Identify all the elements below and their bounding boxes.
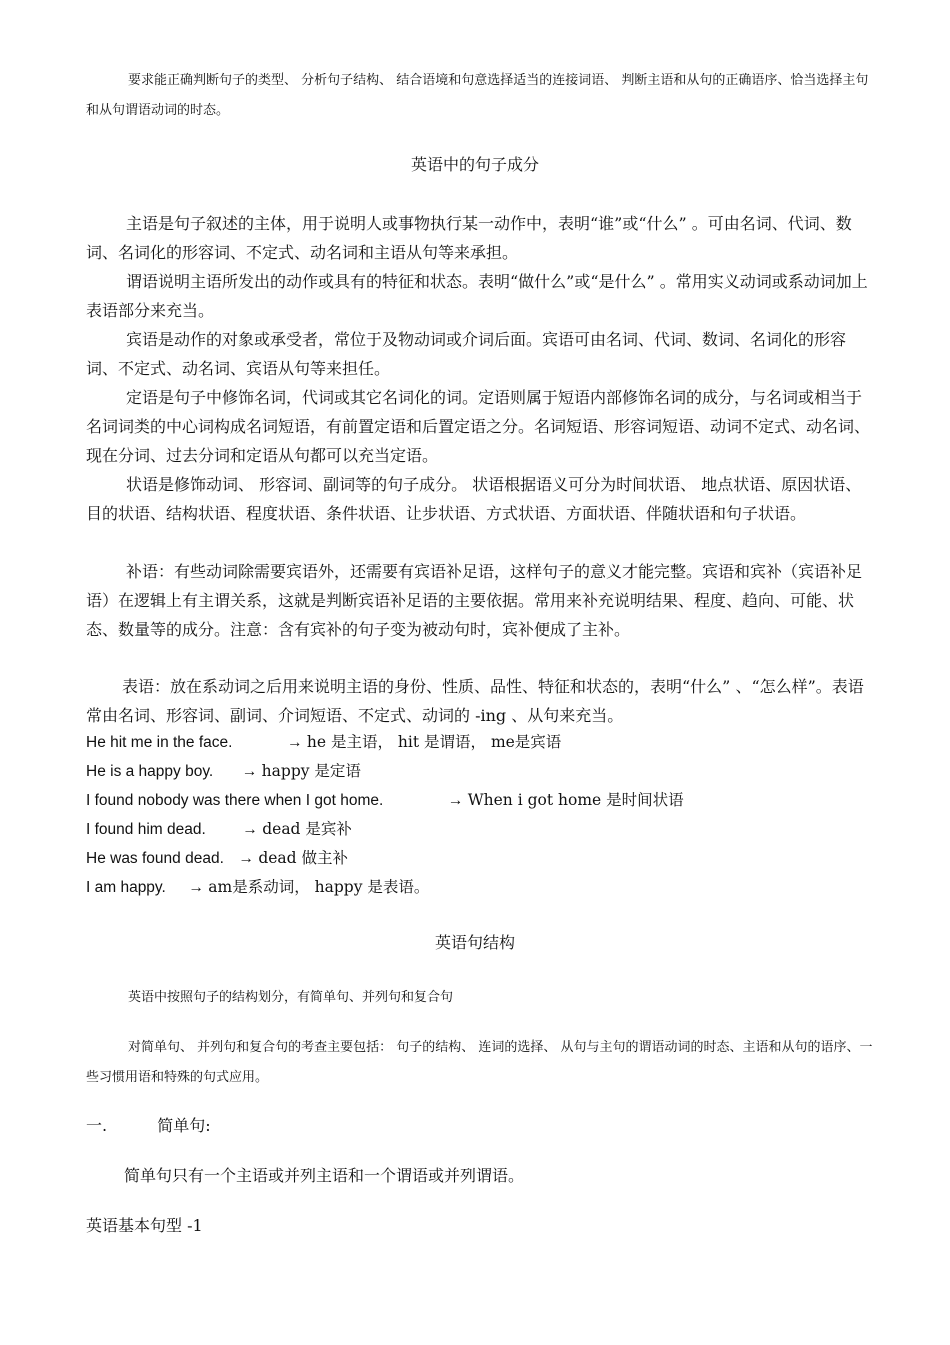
heading-number: 一. bbox=[86, 1116, 108, 1135]
example-english: He was found dead. bbox=[86, 850, 224, 867]
example-english: I am happy. bbox=[86, 879, 166, 896]
example-note: happy 是定语 bbox=[261, 762, 361, 780]
example-english: I found nobody was there when I got home. bbox=[86, 792, 384, 809]
example-line bbox=[86, 759, 361, 784]
heading-text: 简单句: bbox=[157, 1116, 211, 1135]
simple-sentence-definition: 简单句只有一个主语或并列主语和一个谓语或并列谓语。 bbox=[124, 1166, 525, 1185]
arrow-icon: → bbox=[238, 850, 254, 867]
paragraph-subject: 主语是句子叙述的主体，用于说明人或事物执行某一动作中，表明“谁”或“什么” 。可由名词、代词、数词、名词化的形容词、不定式、动名词和主语从句等来承担。 bbox=[86, 214, 852, 262]
section-title-components: 英语中的句子成分 bbox=[410, 155, 539, 174]
example-english: I found him dead. bbox=[86, 821, 206, 838]
paragraph-object: 宾语是动作的对象或承受者，常位于及物动词或介词后面。宾语可由名词、代词、数词、名词化的形容词、不定式、动名词、宾语从句等来担任。 bbox=[86, 330, 847, 378]
arrow-icon: → bbox=[287, 734, 303, 751]
example-english: He is a happy boy. bbox=[86, 763, 214, 780]
simple-sentence-heading bbox=[86, 1114, 211, 1138]
example-line bbox=[86, 846, 348, 871]
intro-paragraph: 要求能正确判断句子的类型、 分析句子结构、 结合语境和句意选择适当的连接词语、 判断主语和从句的正确语序、恰当选择主句和从句谓语动词的时态。 bbox=[86, 73, 869, 118]
section-title-structure: 英语句结构 bbox=[434, 933, 515, 952]
example-note: dead 是宾补 bbox=[262, 820, 352, 838]
example-line bbox=[86, 817, 352, 842]
example-line bbox=[86, 788, 684, 813]
arrow-icon: → bbox=[241, 763, 258, 780]
example-line bbox=[86, 875, 429, 900]
paragraph-attributive: 定语是句子中修饰名词，代词或其它名词化的词。定语则属于短语内部修饰名词的成分，与名词或相当于名词词类的中心词构成名词短语，有前置定语和后置定语之分。名词短语、形容词短语、动词不定式、动名词、现在分词、过去分词和定语从句都可以充当定语。 bbox=[86, 388, 871, 465]
exam-points-paragraph: 对简单句、 并列句和复合句的考查主要包括： 句子的结构、 连词的选择、 从句与主句的谓语动词的时态、主语和从句的语序、一些习惯用语和特殊的句式应用。 bbox=[86, 1040, 873, 1085]
example-note: dead 做主补 bbox=[258, 849, 348, 867]
paragraph-predicative: 表语：放在系动词之后用来说明主语的身份、性质、品性、特征和状态的，表明“什么” 、“怎么样”。表语常由名词、形容词、副词、介词短语、不定式、动词的 -ing 、从句来充当。 bbox=[86, 677, 864, 725]
example-note: he 是主语， hit 是谓语， me是宾语 bbox=[306, 733, 562, 751]
example-line bbox=[86, 730, 561, 755]
paragraph-adverbial: 状语是修饰动词、 形容词、副词等的句子成分。 状语根据语义可分为时间状语、 地点状语、原因状语、目的状语、结构状语、程度状语、条件状语、让步状语、方式状语、方面状语、伴随状语和句子状语。 bbox=[86, 475, 862, 523]
arrow-icon: → bbox=[188, 879, 204, 896]
basic-pattern-heading: 英语基本句型 -1 bbox=[86, 1216, 203, 1235]
paragraph-complement: 补语：有些动词除需要宾语外，还需要有宾语补足语，这样句子的意义才能完整。宾语和宾补（宾语补足语）在逻辑上有主谓关系，这就是判断宾语补足语的主要依据。常用来补充说明结果、程度、趋向、可能、状态、数量等的成分。注意：含有宾补的句子变为被动句时，宾补便成了主补。 bbox=[86, 562, 863, 639]
paragraph-predicate: 谓语说明主语所发出的动作或具有的特征和状态。表明“做什么”或“是什么” 。常用实义动词或系动词加上表语部分来充当。 bbox=[86, 272, 868, 320]
structure-intro: 英语中按照句子的结构划分，有简单句、并列句和复合句 bbox=[128, 990, 454, 1005]
example-english: He hit me in the face. bbox=[86, 734, 233, 751]
example-note: am是系动词， happy 是表语。 bbox=[208, 878, 430, 896]
arrow-icon: → bbox=[242, 821, 258, 838]
example-note: When i got home 是时间状语 bbox=[467, 791, 684, 809]
arrow-icon: → bbox=[447, 792, 464, 809]
